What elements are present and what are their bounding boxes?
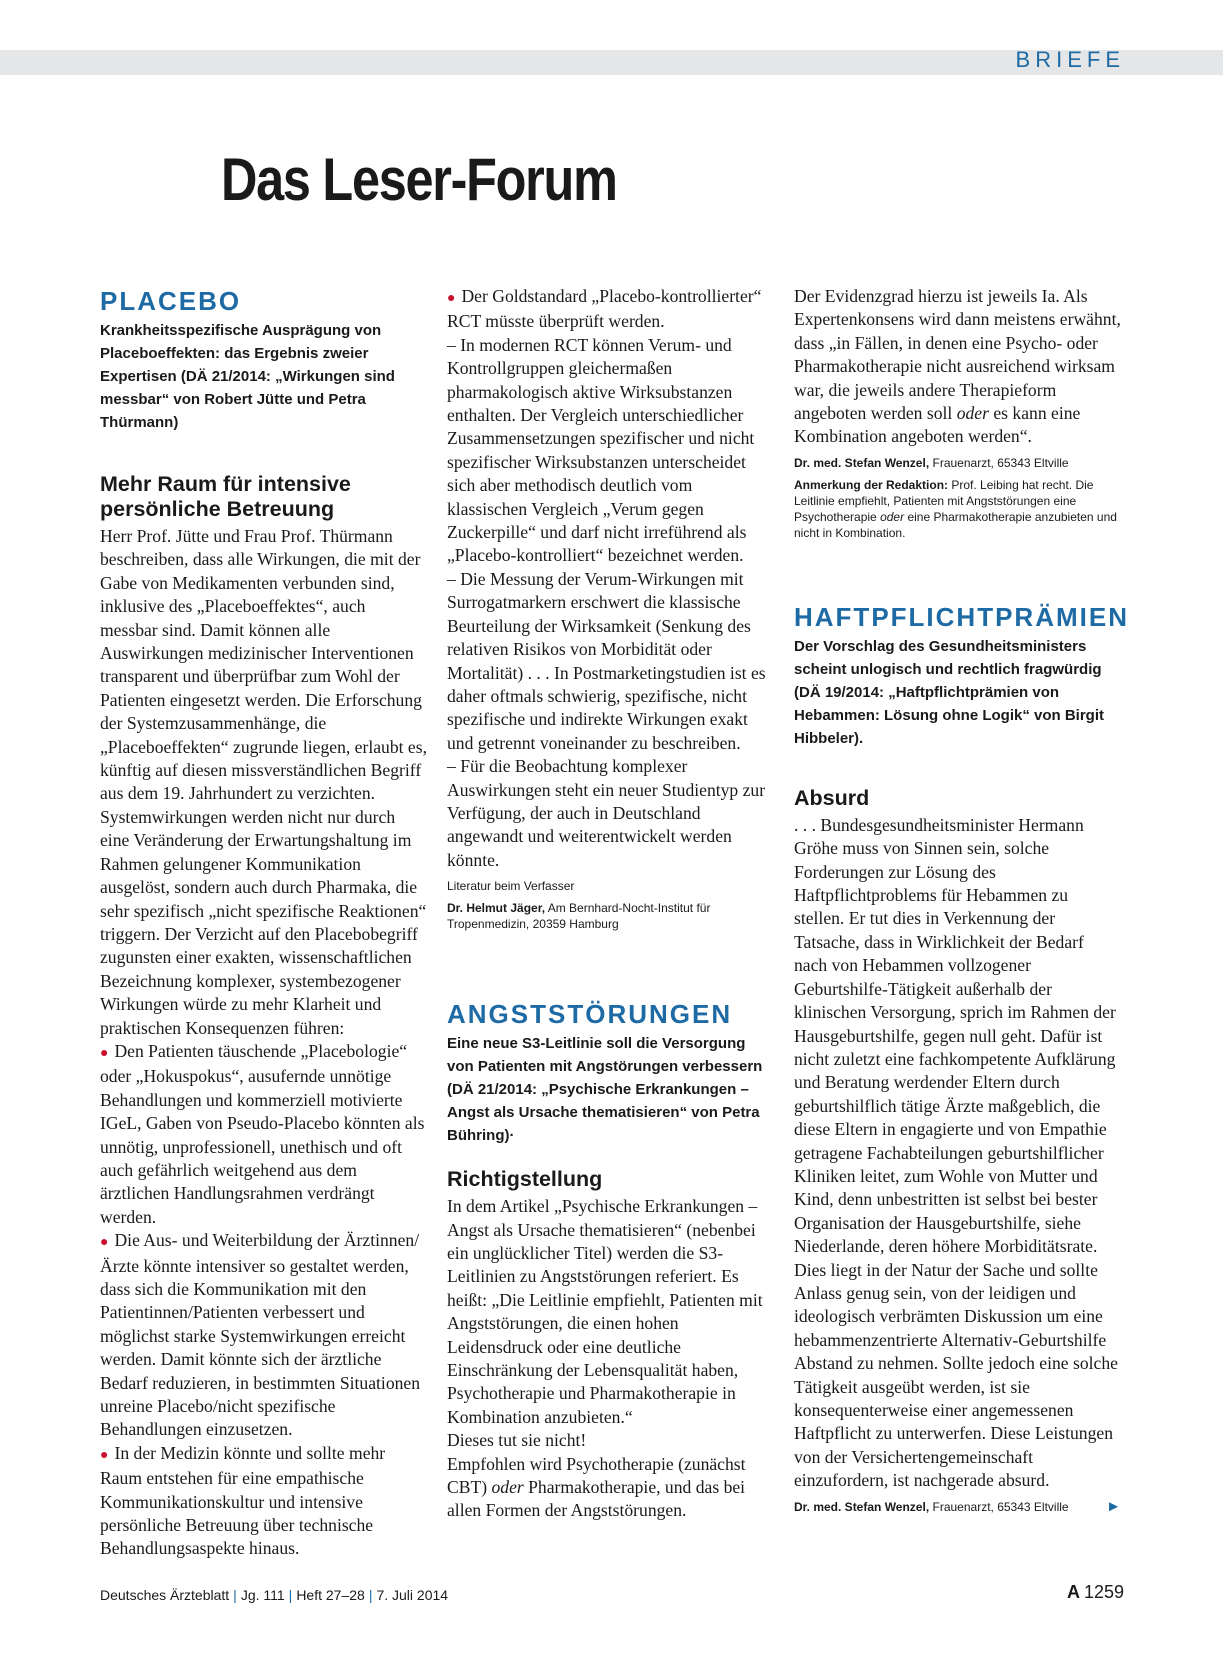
editor-note: [794, 477, 1121, 541]
letter-signature: [794, 455, 1121, 471]
letter-paragraph: [794, 285, 1121, 449]
text-run: Prof. Leibing hat recht. Die Leitlinie empfiehlt, Patienten mit Angststörungen eine Psychotherapie: [794, 477, 1094, 524]
letter-paragraph: Herr Prof. Jütte und Frau Prof. Thürmann beschreiben, dass alle Wirkungen, die mit der Gabe von Medikamenten verbunden sind, inklusive des „Placeboeffektes“, auch messbar sind. Damit können alle Auswirkungen medizinischer Interventionen transparent und überprüfbar zum Wohl der Patienten eingesetzt werden. Die Erforschung der Systemzusammenhänge, die „Placeboeffekten“ zugrunde liegen, erlaubt es, künftig auf diesen missverständlichen Begriff aus dem 19. Jahrhundert zu verzichten. Systemwirkungen werden nicht nur durch eine Veränderung der Erwartungshaltung im Rahmen gelungener Kommunikation ausgelöst, sondern auch durch Pharmaka, die sehr spezifisch „nicht spezifische Reaktionen“ triggern. Der Verzicht auf den Placebobegriff zugunsten einer exakten, wissenschaftlichen Bezeichnung komplexer, systembezogener Wirkungen würde zu mehr Klarheit und praktischen Konsequenzen führen:: [100, 526, 427, 1038]
column-2: [447, 285, 774, 1523]
editor-note-label: Anmerkung der Redaktion:: [794, 477, 949, 492]
footer-divider: |: [233, 1587, 237, 1603]
bullet-point: [447, 285, 774, 334]
page-number-value: 1259: [1083, 1582, 1124, 1602]
text-run: Pharmakotherapie, und das bei allen Formen der Angststörungen.: [447, 1477, 746, 1521]
article-reference: Eine neue S3-Leitlinie soll die Versorgung von Patienten mit Angstörungen verbessern (DÄ 21/2014: „Psychische Erkrankungen – Angst als Ursache thematisieren“ von Petra Bühring)·: [447, 1035, 763, 1145]
author-affiliation: Frauenarzt, 65343 Eltville: [932, 1499, 1069, 1514]
volume: Jg. 111: [240, 1587, 285, 1603]
section-label: BRIEFE: [1015, 47, 1125, 72]
bullet-icon: [100, 1230, 114, 1250]
bullet-icon: [100, 1041, 114, 1061]
bullet-point: [100, 1229, 427, 1442]
letter-paragraph: . . . Bundesgesundheitsminister Hermann Gröhe muss von Sinnen sein, solche Forderungen zur Lösung des Haftpflichtproblems für Hebammen zu stellen. Er tut dies in Verkennung der Tatsache, dass in Wirklichkeit der Bedarf nach von Hebammen vollzogener Geburtshilfe-Tätigkeit außerhalb der klinischen Versorgung, sprich im Rahmen der Hausgeburtshilfe, gegen null geht. Dafür ist nicht zuletzt eine fachkompetente Aufklärung und Beratung werdender Eltern durch geburtshilflich tätige Ärzte maßgeblich, die diese Eltern in engagierte und von Empathie getragene Fachabteilungen geburtshilflicher Kliniken leitet, zum Wohle von Mutter und Kind, denn unbestritten ist selbst bei bester Organisation der Hausgeburtshilfe, siehe Niederlande, deren höhere Morbiditätsrate. Dies liegt in der Natur der Sache und sollte Anlass genug sein, von der leidigen und ideologisch verbrämten Diskussion um eine hebammenzentrierte Alternativ-Geburtshilfe Abstand zu nehmen. Sollte jedoch eine solche Tätigkeit ausgeübt werden, ist sie konsequenterweise einer angemessenen Haftpflicht zu unterwerfen. Diese Leistungen von der Versichertengemeinschaft einzufordern, ist nachgerade absurd.: [794, 814, 1118, 1491]
author-name: Dr. Helmut Jäger,: [447, 901, 546, 916]
letter-paragraph: In dem Artikel „Psychische Erkrankungen – Angst als Ursache thematisieren“ (nebenbei ein unglücklicher Titel) werden die S3-Leitlinien zu Angststörungen referiert. Es heißt: „Die Leitlinie empfiehlt, Patienten mit Angststörungen, die einen hohen Leidensdruck oder eine deutliche Einschränkung der Lebensqualität haben, Psychotherapie und Pharmakotherapie in Kombination anzubieten.“: [447, 1196, 763, 1427]
emphasis: oder: [956, 403, 989, 424]
footer-citation: [100, 1587, 448, 1603]
text-run: Der Evidenzgrad hierzu ist jeweils Ia. Als Expertenkonsens wird dann meistens erwähnt, dass „in Fällen, in denen eine Psycho- oder Pharmakotherapie nicht ausreichend wirksam war, die jeweils andere Therapieform angeboten werden soll: [794, 286, 1121, 424]
bullet-text: In der Medizin könnte und sollte mehr Raum entstehen für eine empathische Kommunikationskultur und intensive persönliche Betreuung über technische Behandlungsaspekte hinaus.: [100, 1442, 386, 1559]
page-prefix: A: [1066, 1582, 1080, 1602]
dash-item: – Die Messung der Verum-Wirkungen mit Surrogatmarkern erschwert die klassische Beurteilung der Wirksamkeit (Senkung des relativen Risikos von Morbidität oder Mortalität) . . . In Postmarketingstudien ist es daher oftmals schwierig, spezifische, nicht spezifische und indirekte Wirkungen exakt und getrennt voneinander zu beschreiben.: [447, 568, 766, 753]
letter-signature: [794, 1499, 1121, 1515]
column-1: [100, 285, 427, 1561]
text-run: es kann eine Kombination angeboten werden“.: [794, 403, 1081, 447]
letter-signature: [447, 900, 774, 932]
author-affiliation: Frauenarzt, 65343 Eltville: [932, 455, 1069, 470]
footer-divider: |: [368, 1587, 373, 1603]
letter-heading: Mehr Raum für intensive persönliche Betreuung: [100, 472, 351, 521]
issue-date: 7. Juli 2014: [376, 1587, 449, 1603]
column-3: [794, 285, 1129, 1515]
bullet-text: Die Aus- und Weiterbildung der Ärztinnen/Ärzte könnte intensiver so gestaltet werden, dass sich die Kommunikation mit den Patientinnen/Patienten verbessert und möglichst starke Systemwirkungen erreicht werden. Damit könnte sich der ärztliche Bedarf reduzieren, in bestimmten Situationen unreine Placebo/nicht spezifische Behandlungen einzusetzen.: [100, 1230, 421, 1440]
emphasis: oder: [880, 509, 905, 524]
page-title: Das Leser-Forum: [221, 146, 617, 213]
topic-heading: HAFTPFLICHTPRÄMIEN: [794, 601, 1129, 632]
article-reference: Krankheitsspezifische Ausprägung von Placeboeffekten: das Ergebnis zweier Expertisen (DÄ 21/2014: „Wirkungen sind messbar“ von Robert Jütte und Petra Thürmann): [100, 322, 395, 431]
text-run: Empfohlen wird Psychotherapie (zunächst CBT): [447, 1453, 746, 1498]
bullet-point: [100, 1442, 427, 1561]
letter-paragraph: [447, 1453, 774, 1523]
letter-heading: Richtigstellung: [447, 1167, 603, 1192]
dash-item: – In modernen RCT können Verum- und Kontrollgruppen gleichermaßen pharmakologisch aktive Wirksubstanzen enthalten. Der Vergleich unterschiedlicher Zusammensetzungen spezifischer und nicht spezifischer Wirksubstanzen unterscheidet sich aber methodisch deutlich vom klassischen Vergleich „Verum gegen Zuckerpille“ und darf nicht irreführend als „Placebo-kontrolliert“ bezeichnet werden.: [447, 334, 755, 566]
article-reference: Der Vorschlag des Gesundheitsministers scheint unlogisch und rechtlich fragwürdig (DÄ 19/2014: „Haftpflichtprämien von Hebammen: Lösung ohne Logik“ von Birgit Hibbeler).: [794, 637, 1105, 747]
author-name: Dr. med. Stefan Wenzel,: [794, 1499, 930, 1514]
bullet-icon: [447, 286, 461, 306]
bullet-text: Den Patienten täuschende „Placebologie“ oder „Hokuspokus“, ausufernde unnötige Behandlungen und kommerziell motivierte IGeL, Gaben von Pseudo-Placebo könnten als unnötig, unprofessionell, unethisch und oft auch gefährlich weitgehend aus dem ärztlichen Handlungsrahmen verdrängt werden.: [100, 1040, 425, 1227]
emphasis: oder: [491, 1477, 524, 1498]
issue: Heft 27–28: [296, 1587, 365, 1603]
literature-note: Literatur beim Verfasser: [447, 879, 575, 894]
journal-name: Deutsches Ärzteblatt: [100, 1587, 230, 1603]
author-affiliation: Am Bernhard-Nocht-Institut für Tropenmedizin, 20359 Hamburg: [447, 901, 711, 932]
continue-arrow-icon: ►: [1106, 1497, 1121, 1515]
bullet-icon: [100, 1443, 114, 1463]
topic-heading: ANGSTSTÖRUNGEN: [447, 999, 733, 1030]
letter-heading: Absurd: [794, 785, 870, 810]
text-run: eine Pharmakotherapie anzubieten und nicht in Kombination.: [794, 509, 1117, 540]
author-name: Dr. med. Stefan Wenzel,: [794, 455, 930, 470]
footer-divider: |: [288, 1587, 293, 1603]
topic-heading: PLACEBO: [100, 286, 242, 316]
letter-paragraph: Dieses tut sie nicht!: [447, 1430, 587, 1451]
dash-item: – Für die Beobachtung komplexer Auswirkungen steht ein neuer Studientyp zur Verfügung, der auch in Deutschland angewandt und weiterentwickelt werden könnte.: [447, 756, 766, 870]
page-number: [1067, 1582, 1124, 1603]
bullet-text: Der Goldstandard „Placebo-kontrollierter“ RCT müsste überprüft werden.: [447, 286, 762, 332]
bullet-point: [100, 1040, 427, 1229]
